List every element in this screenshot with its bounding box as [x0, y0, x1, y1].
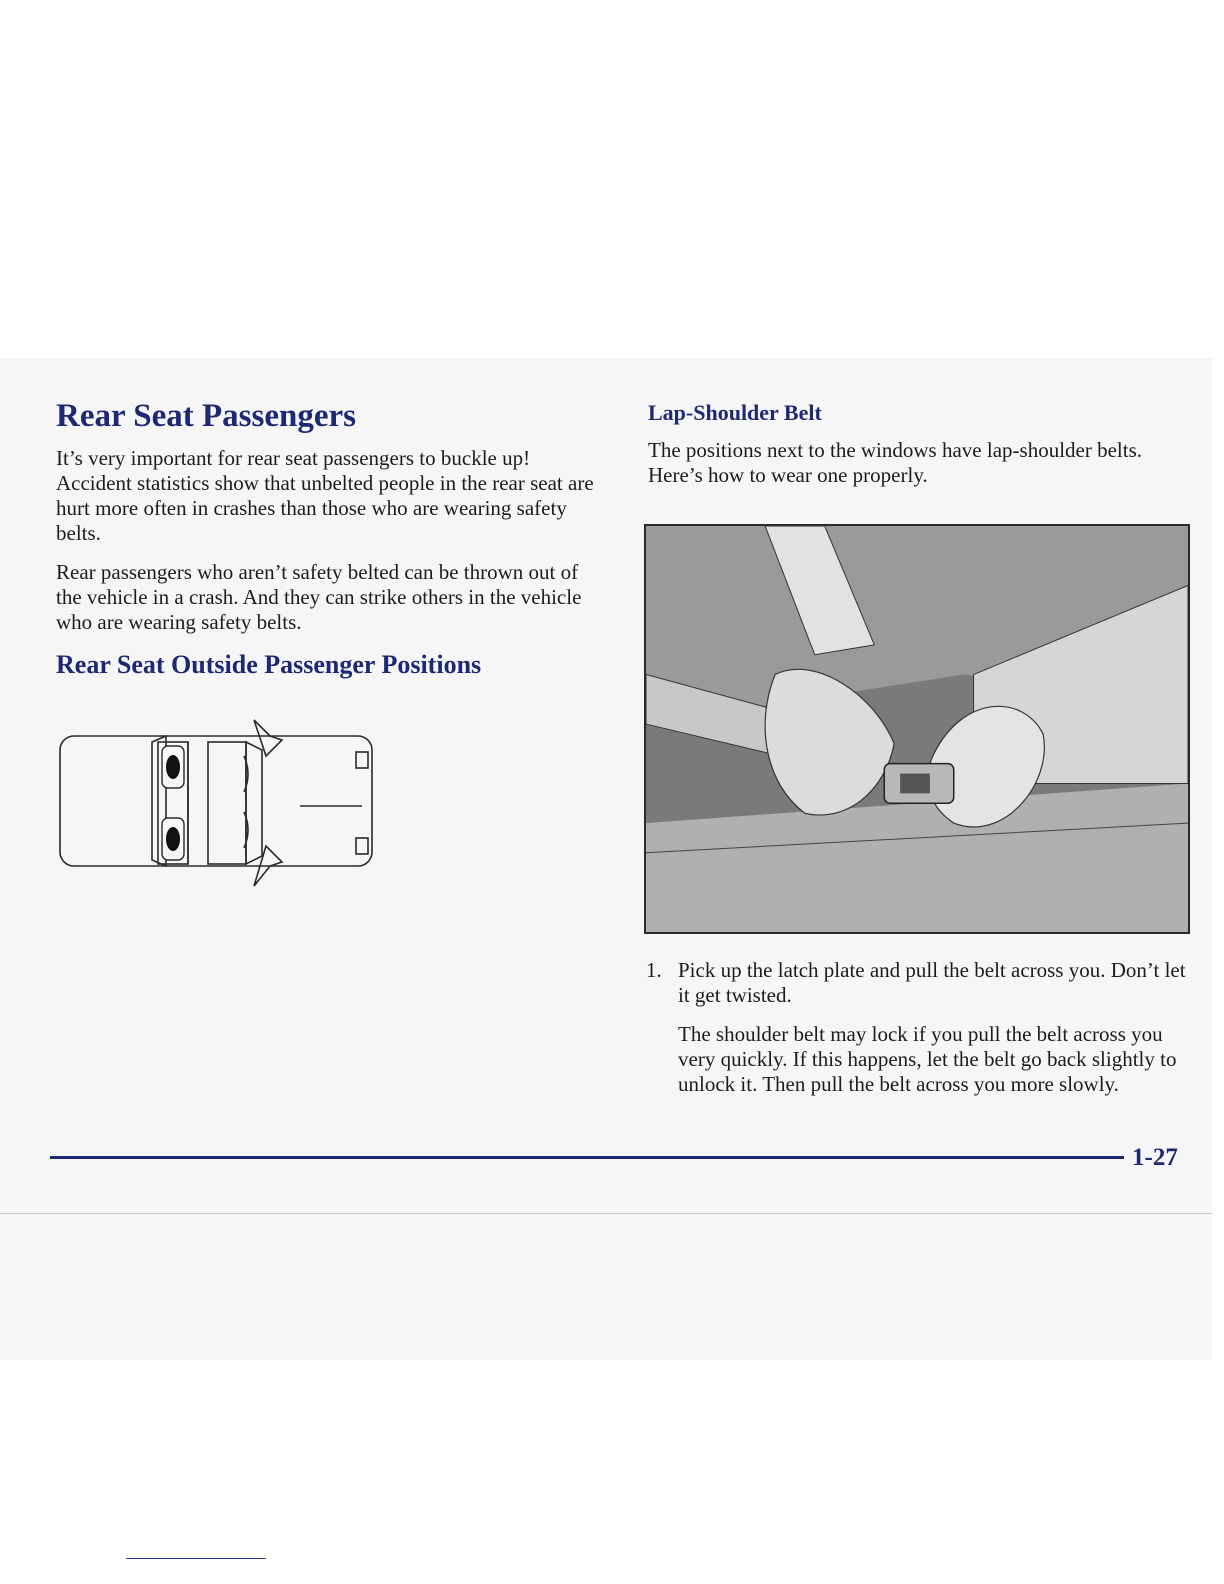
vehicle-top-view-diagram	[56, 716, 380, 890]
step-number: 1.	[646, 958, 662, 982]
page-edge-line	[0, 1213, 1212, 1214]
paragraph-2: Rear passengers who aren’t safety belted can be thrown out of the vehicle in a crash. And they can strike others in the vehicle who are wearing safety belts.	[56, 560, 582, 635]
footer-link-line	[126, 1558, 266, 1559]
front-seat-area	[208, 742, 246, 864]
headlight-top	[356, 752, 368, 768]
seat-marker-top	[166, 755, 180, 779]
windshield	[246, 742, 262, 864]
right-column	[648, 400, 1196, 502]
left-column	[56, 398, 606, 680]
page-number: 1-27	[1132, 1144, 1178, 1171]
step-text: Pick up the latch plate and pull the belt across you. Don’t let it get twisted.	[678, 958, 1186, 1007]
seat-marker-bottom	[166, 827, 180, 851]
instruction-steps	[646, 958, 1194, 1111]
subsection-title: Rear Seat Outside Passenger Positions	[56, 650, 482, 680]
left-mirror	[254, 720, 282, 756]
headlight-bottom	[356, 838, 368, 854]
step-note: The shoulder belt may lock if you pull the belt across you very quickly. If this happens, let the belt go back slightly to unlock it. Then pull the belt across you more slowly.	[678, 1022, 1177, 1096]
belt-buckling-illustration	[644, 524, 1190, 934]
footer-rule	[50, 1156, 1124, 1159]
belt-title: Lap-Shoulder Belt	[648, 400, 822, 425]
belt-intro: The positions next to the windows have lap-shoulder belts. Here’s how to wear one properly.	[648, 438, 1143, 488]
vehicle-body-outline	[60, 736, 372, 866]
paragraph-1: It’s very important for rear seat passengers to buckle up! Accident statistics show that unbelted people in the rear seat are hurt more often in crashes than those who are wearing safety belts.	[56, 446, 594, 546]
step-item	[646, 958, 1194, 1111]
section-title: Rear Seat Passengers	[56, 398, 356, 434]
